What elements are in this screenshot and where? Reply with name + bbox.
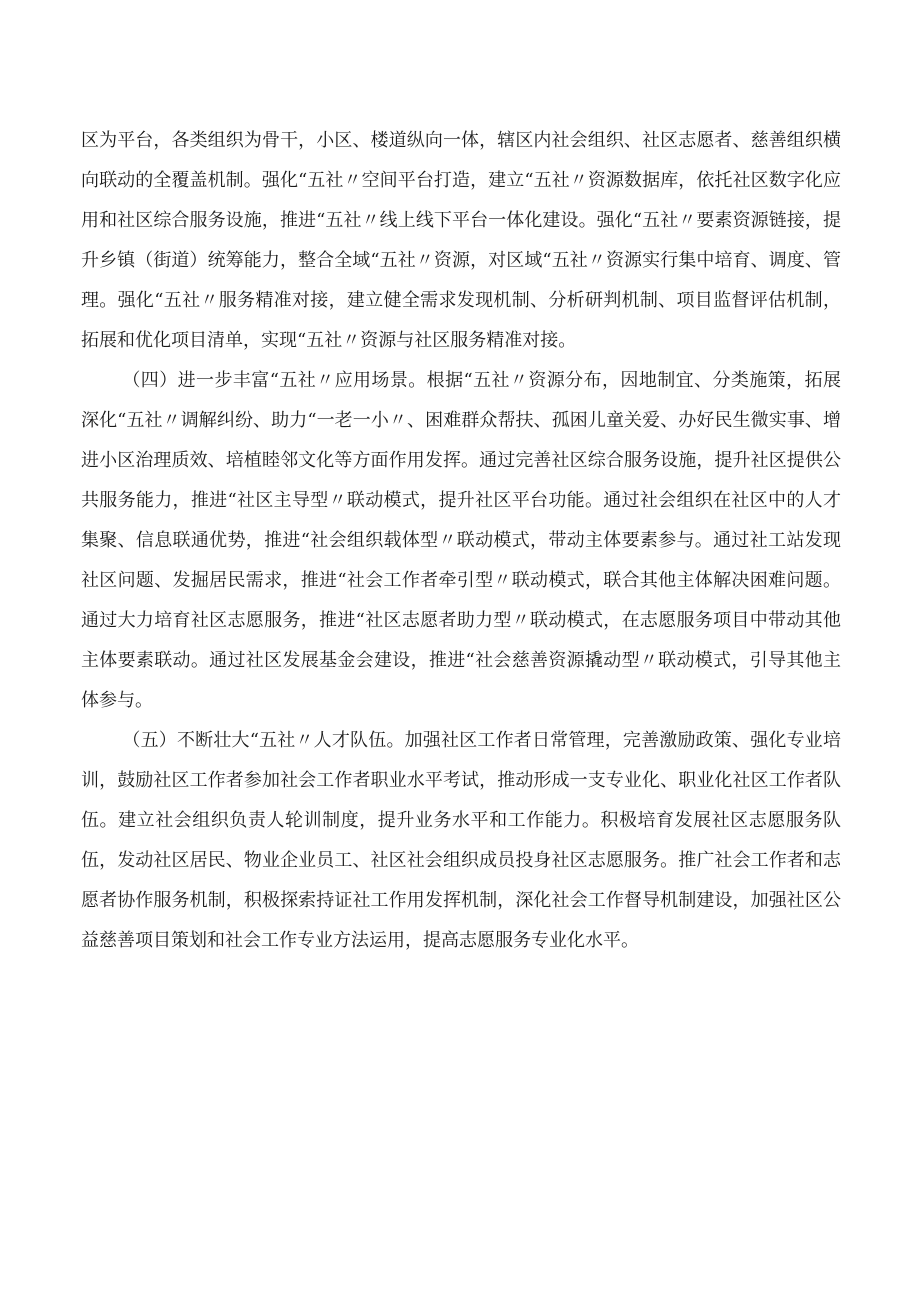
document-body (81, 121, 841, 961)
paragraph-section-four: （四）进一步丰富“五社〃应用场景。根据“五社〃资源分布，因地制宜、分类施策，拓展深化“五社〃调解纠纷、助力“一老一小〃、困难群众帮扶、孤困儿童关爱、办好民生微实事、增进小区治理质效、培植睦邻文化等方面作用发挥。通过完善社区综合服务设施，提升社区提供公共服务能力，推进“社区主导型〃联动模式，提升社区平台功能。通过社会组织在社区中的人才集聚、信息联通优势，推进“社会组织载体型〃联动模式，带动主体要素参与。通过社工站发现社区问题、发掘居民需求，推进“社会工作者牵引型〃联动模式，联合其他主体解决困难问题。通过大力培育社区志愿服务，推进“社区志愿者助力型〃联动模式，在志愿服务项目中带动其他主体要素联动。通过社区发展基金会建设，推进“社会慈善资源撬动型〃联动模式，引导其他主体参与。 (81, 370, 841, 711)
paragraph-section-five: （五）不断壮大“五社〃人才队伍。加强社区工作者日常管理，完善激励政策、强化专业培训，鼓励社区工作者参加社会工作者职业水平考试，推动形成一支专业化、职业化社区工作者队伍。建立社会组织负责人轮训制度，提升业务水平和工作能力。积极培育发展社区志愿服务队伍，发动社区居民、物业企业员工、社区社会组织成员投身社区志愿服务。推广社会工作者和志愿者协作服务机制，积极探索持证社工作用发挥机制，深化社会工作督导机制建设，加强社区公益慈善项目策划和社会工作专业方法运用，提高志愿服务专业化水平。 (81, 730, 841, 951)
paragraph-continuation: 区为平台，各类组织为骨干，小区、楼道纵向一体，辖区内社会组织、社区志愿者、慈善组织横向联动的全覆盖机制。强化“五社〃空间平台打造，建立“五社〃资源数据库，依托社区数字化应用和社区综合服务设施，推进“五社〃线上线下平台一体化建设。强化“五社〃要素资源链接，提升乡镇（街道）统筹能力，整合全域“五社〃资源，对区域“五社〃资源实行集中培育、调度、管理。强化“五社〃服务精准对接，建立健全需求发现机制、分析研判机制、项目监督评估机制，拓展和优化项目清单，实现“五社〃资源与社区服务精准对接。 (81, 130, 841, 351)
